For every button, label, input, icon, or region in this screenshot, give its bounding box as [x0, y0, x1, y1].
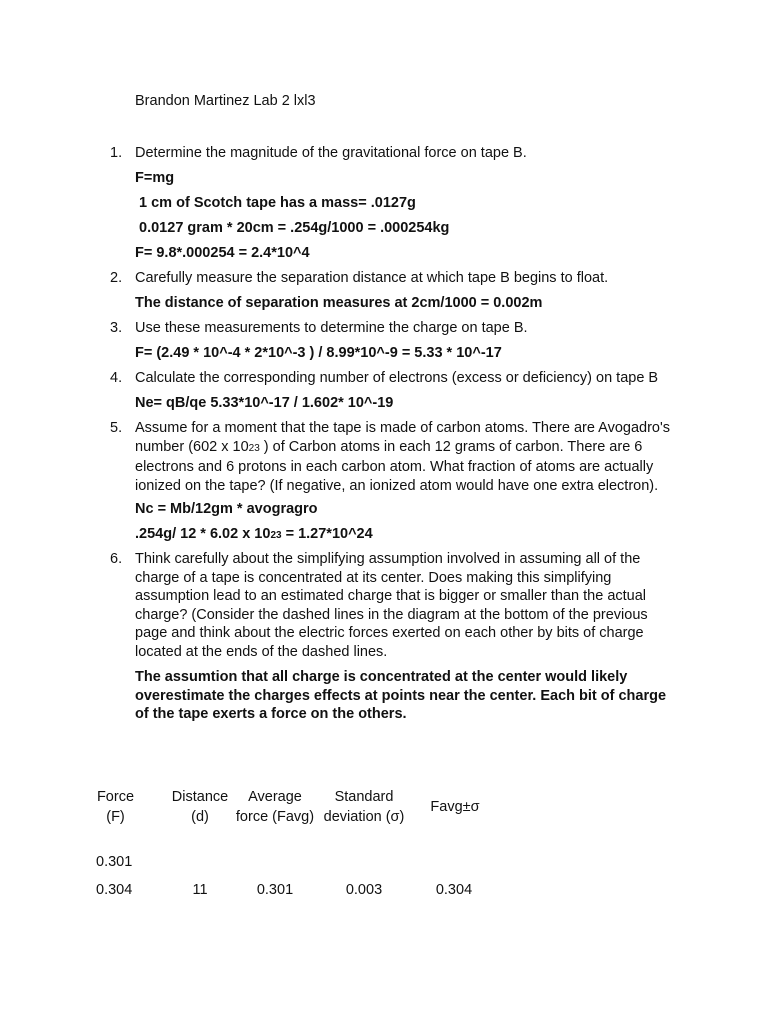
- question-text: Think carefully about the simplifying assumption involved in assuming all of the charge of a tape is concentrated at its center. Does making this simplifying assumption lead to an estimated charge that is bigger or smaller than the actual charge? (Consider the dashed lines in the diagram at the bottom of the previous page and think about the electric forces exerted on each other by bits of charge located at the ends of the dashed lines.: [135, 551, 648, 660]
- answer-line: F= 9.8*.000254 = 2.4*10^4: [135, 245, 310, 261]
- answer-line: F=mg: [135, 170, 175, 186]
- answer-paragraph: The assumtion that all charge is concentrated at the center would likely overestimate the charges effects at points near the center. Each bit of charge of the tape exerts a force on the others.: [135, 669, 667, 723]
- answer-line: .254g/ 12 * 6.02 x 1023 = 1.27*10^24: [135, 526, 373, 542]
- table-cell: 0.304: [96, 882, 133, 898]
- question-text: Determine the magnitude of the gravitational force on tape B.: [135, 145, 527, 161]
- table-cell: 0.304: [435, 882, 473, 898]
- table-header-standard-deviation: Standard deviation (σ): [323, 789, 405, 825]
- superscript: 23: [248, 442, 260, 454]
- question-number: 3.: [110, 320, 123, 336]
- question-number: 4.: [110, 370, 123, 386]
- question-number: 2.: [110, 270, 123, 286]
- answer-line: Nc = Mb/12gm * avogragro: [135, 501, 318, 517]
- answer-line: Ne= qB/qe 5.33*10^-17 / 1.602* 10^-19: [135, 395, 394, 411]
- question-number: 6.: [110, 551, 123, 567]
- question-text: Calculate the corresponding number of electrons (excess or deficiency) on tape B: [135, 370, 659, 386]
- superscript: 23: [270, 530, 282, 541]
- question-text: Assume for a moment that the tape is made of carbon atoms. There are Avogadro's number (602 x 1023 ) of Carbon atoms in each 12 grams of carbon. There are 6 electrons and 6 protons in each carbon atom. What fraction of atoms are actually ionized on the tape? (If negative, an ionized atom would have one extra electron).: [135, 420, 670, 494]
- table-cell: 11: [192, 882, 208, 898]
- answer-line: 1 cm of Scotch tape has a mass= .0127g: [135, 195, 416, 211]
- document-header: Brandon Martinez Lab 2 lxl3: [135, 93, 316, 109]
- table-header-favg-sigma: Favg±σ: [430, 799, 480, 815]
- table-header-force: Force (F): [96, 789, 135, 825]
- answer-line: 0.0127 gram * 20cm = .254g/1000 = .000254kg: [135, 220, 450, 236]
- table-header-average-force: Average force (Favg): [235, 789, 315, 825]
- question-text: Use these measurements to determine the charge on tape B.: [135, 320, 528, 336]
- table-cell: 0.301: [96, 854, 133, 870]
- table-header-distance: Distance (d): [171, 789, 229, 825]
- answer-line: F= (2.49 * 10^-4 * 2*10^-3 ) / 8.99*10^-9 = 5.33 * 10^-17: [135, 345, 502, 361]
- table-cell: 0.301: [256, 882, 294, 898]
- table-cell: 0.003: [345, 882, 383, 898]
- question-number: 1.: [110, 145, 123, 161]
- answer-line: The distance of separation measures at 2cm/1000 = 0.002m: [135, 295, 543, 311]
- question-number: 5.: [110, 420, 123, 436]
- question-text: Carefully measure the separation distance at which tape B begins to float.: [135, 270, 609, 286]
